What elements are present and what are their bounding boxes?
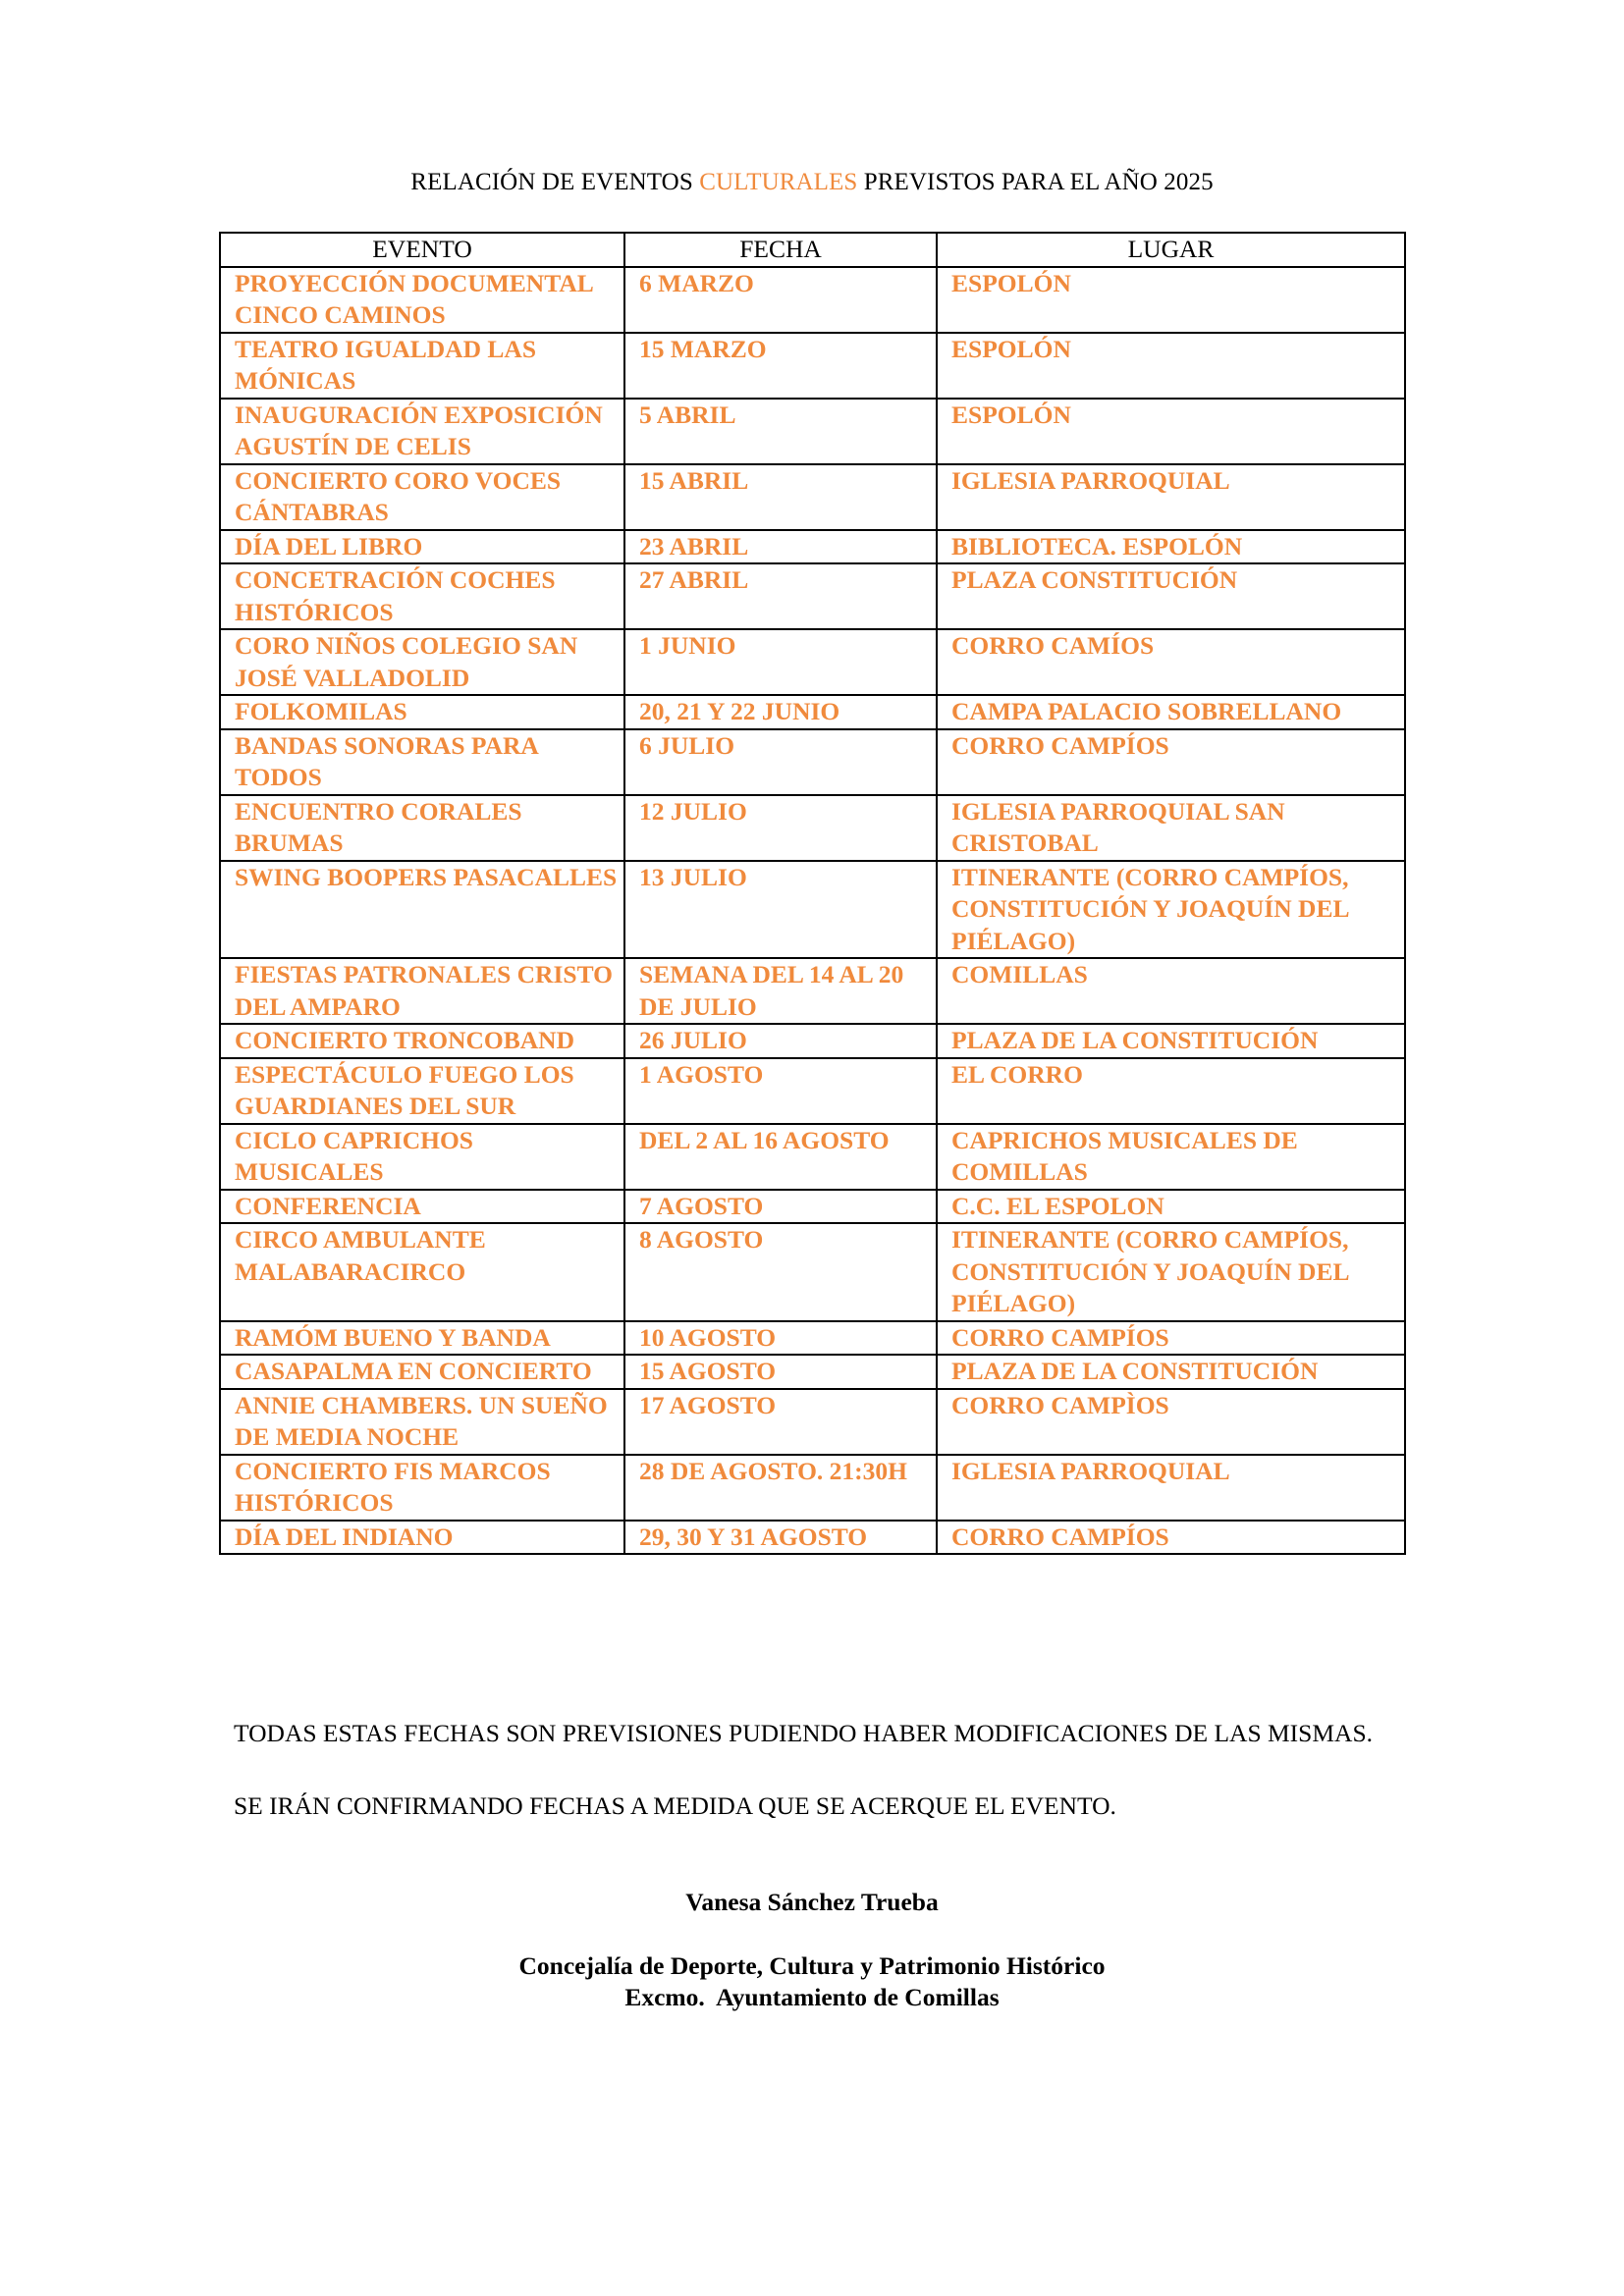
- cell-fecha: 20, 21 Y 22 JUNIO: [624, 695, 937, 729]
- cell-fecha: 7 AGOSTO: [624, 1190, 937, 1224]
- table-row: [220, 795, 1405, 861]
- table-row: [220, 333, 1405, 399]
- table-header-row: [220, 233, 1405, 267]
- cell-fecha: DEL 2 AL 16 AGOSTO: [624, 1124, 937, 1190]
- cell-lugar: ESPOLÓN: [937, 267, 1405, 333]
- cell-fecha: 27 ABRIL: [624, 563, 937, 629]
- cell-lugar: ESPOLÓN: [937, 399, 1405, 464]
- cell-evento: CASAPALMA EN CONCIERTO: [220, 1355, 624, 1389]
- events-table-body: [220, 267, 1405, 1555]
- cell-evento: CONCETRACIÓN COCHES HISTÓRICOS: [220, 563, 624, 629]
- cell-fecha: 15 MARZO: [624, 333, 937, 399]
- table-row: [220, 695, 1405, 729]
- table-row: [220, 1521, 1405, 1555]
- table-row: [220, 1223, 1405, 1321]
- signature-department: Concejalía de Deporte, Cultura y Patrimonio Histórico: [518, 1951, 1106, 1980]
- cell-lugar: IGLESIA PARROQUIAL: [937, 1455, 1405, 1521]
- table-row: [220, 1124, 1405, 1190]
- cell-fecha: 13 JULIO: [624, 861, 937, 959]
- table-row: [220, 563, 1405, 629]
- cell-lugar: CORRO CAMPÌOS: [937, 1389, 1405, 1455]
- cell-lugar: PLAZA CONSTITUCIÓN: [937, 563, 1405, 629]
- cell-evento: ESPECTÁCULO FUEGO LOS GUARDIANES DEL SUR: [220, 1058, 624, 1124]
- cell-evento: TEATRO IGUALDAD LAS MÓNICAS: [220, 333, 624, 399]
- cell-lugar: COMILLAS: [937, 958, 1405, 1024]
- table-row: [220, 1355, 1405, 1389]
- table-row: [220, 1024, 1405, 1058]
- cell-lugar: ITINERANTE (CORRO CAMPÍOS, CONSTITUCIÓN Y JOAQUÍN DEL PIÉLAGO): [937, 861, 1405, 959]
- cell-fecha: 12 JULIO: [624, 795, 937, 861]
- cell-lugar: IGLESIA PARROQUIAL: [937, 464, 1405, 530]
- cell-evento: ANNIE CHAMBERS. UN SUEÑO DE MEDIA NOCHE: [220, 1389, 624, 1455]
- column-header-lugar: LUGAR: [937, 233, 1405, 267]
- table-row: [220, 267, 1405, 333]
- cell-fecha: SEMANA DEL 14 AL 20 DE JULIO: [624, 958, 937, 1024]
- cell-fecha: 26 JULIO: [624, 1024, 937, 1058]
- cell-fecha: 23 ABRIL: [624, 530, 937, 564]
- cell-lugar: CORRO CAMPÍOS: [937, 1521, 1405, 1555]
- table-row: [220, 629, 1405, 695]
- cell-evento: SWING BOOPERS PASACALLES: [220, 861, 624, 959]
- cell-evento: CONFERENCIA: [220, 1190, 624, 1224]
- cell-evento: CONCIERTO TRONCOBAND: [220, 1024, 624, 1058]
- cell-evento: RAMÓM BUENO Y BANDA: [220, 1321, 624, 1356]
- cell-lugar: IGLESIA PARROQUIAL SAN CRISTOBAL: [937, 795, 1405, 861]
- cell-evento: DÍA DEL INDIANO: [220, 1521, 624, 1555]
- table-row: [220, 1190, 1405, 1224]
- cell-lugar: ITINERANTE (CORRO CAMPÍOS, CONSTITUCIÓN Y JOAQUÍN DEL PIÉLAGO): [937, 1223, 1405, 1321]
- cell-evento: CONCIERTO CORO VOCES CÁNTABRAS: [220, 464, 624, 530]
- cell-fecha: 6 MARZO: [624, 267, 937, 333]
- cell-lugar: ESPOLÓN: [937, 333, 1405, 399]
- table-row: [220, 1321, 1405, 1356]
- cell-fecha: 1 AGOSTO: [624, 1058, 937, 1124]
- cell-lugar: CORRO CAMPÍOS: [937, 1321, 1405, 1356]
- table-row: [220, 729, 1405, 795]
- cell-evento: FOLKOMILAS: [220, 695, 624, 729]
- cell-fecha: 6 JULIO: [624, 729, 937, 795]
- notes-section: [234, 1716, 1412, 1861]
- cell-evento: FIESTAS PATRONALES CRISTO DEL AMPARO: [220, 958, 624, 1024]
- signature-institution: Excmo. Ayuntamiento de Comillas: [624, 1983, 1000, 2011]
- table-row: [220, 861, 1405, 959]
- table-row: [220, 1455, 1405, 1521]
- cell-evento: ENCUENTRO CORALES BRUMAS: [220, 795, 624, 861]
- table-row: [220, 530, 1405, 564]
- cell-lugar: CAPRICHOS MUSICALES DE COMILLAS: [937, 1124, 1405, 1190]
- cell-evento: CICLO CAPRICHOS MUSICALES: [220, 1124, 624, 1190]
- cell-evento: PROYECCIÓN DOCUMENTAL CINCO CAMINOS: [220, 267, 624, 333]
- cell-evento: INAUGURACIÓN EXPOSICIÓN AGUSTÍN DE CELIS: [220, 399, 624, 464]
- cell-lugar: CORRO CAMPÍOS: [937, 729, 1405, 795]
- table-row: [220, 958, 1405, 1024]
- cell-fecha: 15 AGOSTO: [624, 1355, 937, 1389]
- events-table: [219, 232, 1406, 1555]
- note-forecast-disclaimer: TODAS ESTAS FECHAS SON PREVISIONES PUDIENDO HABER MODIFICACIONES DE LAS MISMAS.: [234, 1719, 1374, 1747]
- cell-fecha: 28 DE AGOSTO. 21:30H: [624, 1455, 937, 1521]
- column-header-evento: EVENTO: [220, 233, 624, 267]
- cell-fecha: 29, 30 Y 31 AGOSTO: [624, 1521, 937, 1555]
- cell-fecha: 1 JUNIO: [624, 629, 937, 695]
- signature-block: [0, 1950, 1624, 2013]
- cell-fecha: 5 ABRIL: [624, 399, 937, 464]
- table-row: [220, 1058, 1405, 1124]
- cell-fecha: 8 AGOSTO: [624, 1223, 937, 1321]
- cell-evento: BANDAS SONORAS PARA TODOS: [220, 729, 624, 795]
- cell-lugar: C.C. EL ESPOLON: [937, 1190, 1405, 1224]
- cell-evento: DÍA DEL LIBRO: [220, 530, 624, 564]
- cell-evento: CONCIERTO FIS MARCOS HISTÓRICOS: [220, 1455, 624, 1521]
- cell-fecha: 17 AGOSTO: [624, 1389, 937, 1455]
- table-row: [220, 399, 1405, 464]
- page-title: [0, 169, 1624, 196]
- signature-name: Vanesa Sánchez Trueba: [685, 1888, 939, 1916]
- title-text-end: PREVISTOS PARA EL AÑO 2025: [857, 169, 1214, 195]
- cell-evento: CORO NIÑOS COLEGIO SAN JOSÉ VALLADOLID: [220, 629, 624, 695]
- cell-lugar: PLAZA DE LA CONSTITUCIÓN: [937, 1024, 1405, 1058]
- note-confirmation: SE IRÁN CONFIRMANDO FECHAS A MEDIDA QUE SE ACERQUE EL EVENTO.: [234, 1791, 1116, 1820]
- cell-lugar: BIBLIOTECA. ESPOLÓN: [937, 530, 1405, 564]
- cell-evento: CIRCO AMBULANTE MALABARACIRCO: [220, 1223, 624, 1321]
- table-row: [220, 1389, 1405, 1455]
- cell-fecha: 10 AGOSTO: [624, 1321, 937, 1356]
- cell-lugar: EL CORRO: [937, 1058, 1405, 1124]
- column-header-fecha: FECHA: [624, 233, 937, 267]
- cell-lugar: CORRO CAMÍOS: [937, 629, 1405, 695]
- table-row: [220, 464, 1405, 530]
- cell-lugar: CAMPA PALACIO SOBRELLANO: [937, 695, 1405, 729]
- title-accent-word: CULTURALES: [699, 169, 858, 195]
- cell-fecha: 15 ABRIL: [624, 464, 937, 530]
- title-text-start: RELACIÓN DE EVENTOS: [410, 169, 700, 195]
- cell-lugar: PLAZA DE LA CONSTITUCIÓN: [937, 1355, 1405, 1389]
